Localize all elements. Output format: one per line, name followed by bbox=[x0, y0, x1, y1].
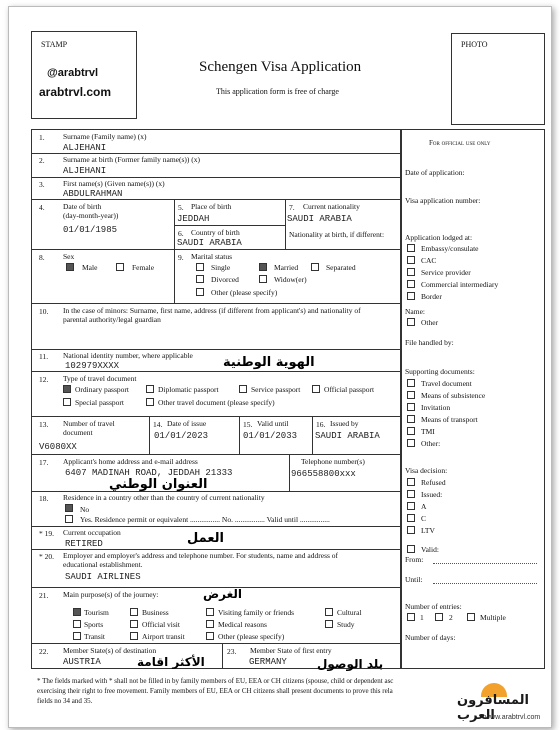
valid-until-official-label: Until: bbox=[405, 575, 423, 584]
separated-label: Separated bbox=[326, 263, 356, 272]
supporting-option-label-2: Invitation bbox=[421, 403, 451, 412]
decision-option-label-1: Issued: bbox=[421, 490, 443, 499]
surname-value[interactable]: ALJEHANI bbox=[63, 143, 107, 153]
travel-doc-number-label: Number of travel bbox=[63, 419, 115, 428]
divorced-label: Divorced bbox=[211, 275, 239, 284]
purpose-cultural-checkbox[interactable] bbox=[325, 608, 333, 616]
supporting-option-label-3: Means of transport bbox=[421, 415, 478, 424]
country-of-birth-value[interactable]: SAUDI ARABIA bbox=[177, 238, 242, 248]
travel-doc-number-label-2: document bbox=[63, 428, 93, 437]
diplomatic-passport-label: Diplomatic passport bbox=[158, 385, 219, 394]
lodged-option-checkbox-0[interactable] bbox=[407, 244, 415, 252]
surname-label: Surname (Family name) (x) bbox=[63, 132, 147, 141]
dob-value[interactable]: 01/01/1985 bbox=[63, 225, 118, 235]
first-name-label: First name(s) (Given name(s)) (x) bbox=[63, 179, 165, 188]
page-subtitle: This application form is free of charge bbox=[216, 87, 339, 96]
supporting-option-checkbox-4[interactable] bbox=[407, 427, 415, 435]
place-of-birth-value[interactable]: JEDDAH bbox=[177, 214, 210, 224]
journey-purpose-label: Main purpose(s) of the journey: bbox=[63, 590, 159, 599]
minors-guardian-label-2: parental authority/legal guardian bbox=[63, 315, 161, 324]
national-id-label: National identity number, where applicable bbox=[63, 351, 193, 360]
purpose-transit-checkbox[interactable] bbox=[73, 632, 81, 640]
decision-option-label-3: C bbox=[421, 514, 427, 523]
date-of-issue-value[interactable]: 01/01/2023 bbox=[154, 431, 209, 441]
decision-option-label-4: LTV bbox=[421, 526, 435, 535]
entries-2-checkbox[interactable] bbox=[435, 613, 443, 621]
purpose-medical-checkbox[interactable] bbox=[206, 620, 214, 628]
field-15-number: 15. bbox=[243, 420, 253, 429]
lodged-option-checkbox-1[interactable] bbox=[407, 256, 415, 264]
nationality-at-birth-label: Nationality at birth, if different: bbox=[289, 230, 385, 239]
employer-label: Employer and employer's address and telephone number. For students, name and address of bbox=[63, 551, 339, 560]
special-passport-label: Special passport bbox=[75, 398, 124, 407]
purpose-medical-label: Medical reasons bbox=[218, 620, 267, 629]
purpose-airport-checkbox[interactable] bbox=[130, 632, 138, 640]
field-7-number: 7. bbox=[289, 203, 295, 212]
occupation-value[interactable]: RETIRED bbox=[65, 539, 103, 549]
field-13-number: 13. bbox=[39, 420, 49, 429]
purpose-sports-label: Sports bbox=[84, 620, 104, 629]
purpose-business-checkbox[interactable] bbox=[130, 608, 138, 616]
official-other-checkbox[interactable] bbox=[407, 318, 415, 326]
valid-until-label: Valid until bbox=[257, 419, 289, 428]
field-21-number: 21. bbox=[39, 591, 49, 600]
watermark-site: arabtrvl.com bbox=[39, 85, 112, 99]
destination-label: Member State(s) of destination bbox=[63, 646, 157, 655]
field-10-number: 10. bbox=[39, 307, 49, 316]
lodged-option-label-0: Embassy/consulate bbox=[421, 244, 479, 253]
date-of-issue-label: Date of issue bbox=[167, 419, 207, 428]
footnote-line-1: * The fields marked with * shall not be filled in by family members of EU, EEA or CH citizens (spouse, child or dependent asc bbox=[37, 677, 394, 685]
field-22-number: 22. bbox=[39, 647, 49, 656]
marital-status-label: Marital status bbox=[191, 252, 233, 261]
occupation-label: Current occupation bbox=[63, 528, 121, 537]
purpose-tourism-checkbox[interactable] bbox=[73, 608, 81, 616]
decision-option-checkbox-1[interactable] bbox=[407, 490, 415, 498]
travel-doc-type-label: Type of travel document bbox=[63, 374, 137, 383]
stamp-label: STAMP bbox=[41, 40, 68, 49]
visa-application-number-label: Visa application number: bbox=[405, 196, 481, 205]
valid-from-label: From: bbox=[405, 555, 424, 564]
entries-1-checkbox[interactable] bbox=[407, 613, 415, 621]
residence-yes-label: Yes. Residence permit or equivalent ................ No. ................ Valid until ................ bbox=[80, 515, 330, 524]
entries-1-label: 1 bbox=[420, 613, 424, 622]
ordinary-passport-checkbox[interactable] bbox=[63, 385, 71, 393]
supporting-option-label-4: TMI bbox=[421, 427, 435, 436]
watermark-handle: @arabtrvl bbox=[47, 67, 99, 79]
diplomatic-passport-checkbox[interactable] bbox=[146, 385, 154, 393]
field-8-number: 8. bbox=[39, 253, 45, 262]
home-address-label: Applicant's home address and e-mail address bbox=[63, 457, 198, 466]
residence-no-label: No bbox=[80, 505, 90, 514]
service-passport-label: Service passport bbox=[251, 385, 301, 394]
marital-other-label: Other (please specify) bbox=[211, 288, 278, 297]
sex-female-label: Female bbox=[132, 263, 155, 272]
official-other-label: Other bbox=[421, 318, 439, 327]
residence-label: Residence in a country other than the country of current nationality bbox=[63, 493, 265, 502]
purpose-cultural-label: Cultural bbox=[337, 608, 362, 617]
decision-option-checkbox-2[interactable] bbox=[407, 502, 415, 510]
field-14-number: 14. bbox=[153, 420, 163, 429]
place-of-birth-label: Place of birth bbox=[191, 202, 232, 211]
footnote-line-2: exercising their right to free movement. Family members of EU, EEA or CH citizens shall present documents to prove this rela bbox=[37, 687, 393, 695]
decision-option-label-0: Refused bbox=[421, 478, 446, 487]
decision-option-checkbox-0[interactable] bbox=[407, 478, 415, 486]
purpose-study-label: Study bbox=[337, 620, 355, 629]
national-id-value[interactable]: 102979XXXX bbox=[65, 361, 120, 371]
entries-multiple-label: Multiple bbox=[480, 613, 506, 622]
field-20-number: * 20. bbox=[39, 552, 54, 561]
field-11-number: 11. bbox=[39, 352, 49, 361]
purpose-visiting-label: Visiting family or friends bbox=[218, 608, 294, 617]
divorced-checkbox[interactable] bbox=[196, 275, 204, 283]
lodged-option-label-1: CAC bbox=[421, 256, 437, 265]
purpose-sports-checkbox[interactable] bbox=[73, 620, 81, 628]
purpose-airport-label: Airport transit bbox=[142, 632, 185, 641]
purpose-other-label: Other (please specify) bbox=[218, 632, 285, 641]
official-name-label: Name: bbox=[405, 307, 425, 316]
travel-doc-number-value[interactable]: V6080XX bbox=[39, 442, 77, 452]
supporting-option-checkbox-1[interactable] bbox=[407, 391, 415, 399]
purpose-visiting-checkbox[interactable] bbox=[206, 608, 214, 616]
sex-male-checkbox[interactable] bbox=[66, 263, 74, 271]
purpose-business-label: Business bbox=[142, 608, 169, 617]
employer-value[interactable]: SAUDI AIRLINES bbox=[65, 572, 141, 582]
page-title: Schengen Visa Application bbox=[199, 59, 362, 75]
home-address-value[interactable]: 6407 MADINAH ROAD, JEDDAH 21333 bbox=[65, 468, 233, 478]
other-travel-doc-label: Other travel document (please specify) bbox=[158, 398, 275, 407]
field-12-number: 12. bbox=[39, 375, 49, 384]
decision-option-checkbox-3[interactable] bbox=[407, 514, 415, 522]
brand-site-arabic: المسافرون العرب bbox=[457, 693, 529, 723]
sex-label: Sex bbox=[63, 252, 75, 261]
decision-option-checkbox-4[interactable] bbox=[407, 526, 415, 534]
married-label: Married bbox=[274, 263, 299, 272]
widow-checkbox[interactable] bbox=[259, 275, 267, 283]
residence-yes-checkbox[interactable] bbox=[65, 515, 73, 523]
telephone-label: Telephone number(s) bbox=[301, 457, 365, 466]
field-4-number: 4. bbox=[39, 203, 45, 212]
dob-label: Date of birth bbox=[63, 202, 102, 211]
field-6-number: 6. bbox=[178, 229, 184, 238]
visa-application-form bbox=[8, 6, 552, 728]
purpose-study-checkbox[interactable] bbox=[325, 620, 333, 628]
supporting-option-checkbox-0[interactable] bbox=[407, 379, 415, 387]
date-of-application-label: Date of application: bbox=[405, 168, 465, 177]
field-19-number: * 19. bbox=[39, 529, 54, 538]
first-name-value[interactable]: ABDULRAHMAN bbox=[63, 189, 123, 199]
lodged-option-checkbox-3[interactable] bbox=[407, 280, 415, 288]
photo-label: PHOTO bbox=[461, 40, 488, 49]
official-passport-label: Official passport bbox=[324, 385, 375, 394]
separated-checkbox[interactable] bbox=[311, 263, 319, 271]
destination-value[interactable]: AUSTRIA bbox=[63, 657, 101, 667]
employer-label-2: educational establishment. bbox=[63, 560, 143, 569]
married-checkbox[interactable] bbox=[259, 263, 267, 271]
purpose-official-label: Official visit bbox=[142, 620, 180, 629]
special-passport-checkbox[interactable] bbox=[63, 398, 71, 406]
marital-other-checkbox[interactable] bbox=[196, 288, 204, 296]
valid-checkbox[interactable] bbox=[407, 545, 415, 553]
entries-multiple-checkbox[interactable] bbox=[467, 613, 475, 621]
supporting-option-label-5: Other: bbox=[421, 439, 441, 448]
lodged-option-label-4: Border bbox=[421, 292, 442, 301]
field-2-number: 2. bbox=[39, 156, 45, 165]
issued-by-value[interactable]: SAUDI ARABIA bbox=[315, 431, 380, 441]
valid-label: Valid: bbox=[421, 545, 439, 554]
sex-male-label: Male bbox=[82, 263, 98, 272]
lodged-option-checkbox-2[interactable] bbox=[407, 268, 415, 276]
supporting-option-label-1: Means of subsistence bbox=[421, 391, 486, 400]
issued-by-label: Issued by bbox=[330, 419, 359, 428]
valid-until-value[interactable]: 01/01/2033 bbox=[243, 431, 298, 441]
minors-guardian-label: In the case of minors: Surname, first name, address (if different from applicant's) and nationality of bbox=[63, 306, 361, 315]
single-checkbox[interactable] bbox=[196, 263, 204, 271]
lodged-option-label-2: Service provider bbox=[421, 268, 471, 277]
widow-label: Widow(er) bbox=[274, 275, 307, 284]
field-3-number: 3. bbox=[39, 180, 45, 189]
national-id-arabic-note: الهوية الوطنية bbox=[223, 355, 315, 370]
occupation-arabic-note: العمل bbox=[187, 531, 224, 546]
field-18-number: 18. bbox=[39, 494, 49, 503]
current-nationality-value[interactable]: SAUDI ARABIA bbox=[287, 214, 352, 224]
current-nationality-label: Current nationality bbox=[303, 202, 360, 211]
visa-decision-label: Visa decision: bbox=[405, 466, 448, 475]
telephone-value[interactable]: 966558800xxx bbox=[291, 469, 356, 479]
purpose-tourism-label: Tourism bbox=[84, 608, 109, 617]
other-travel-doc-checkbox[interactable] bbox=[146, 398, 154, 406]
official-passport-checkbox[interactable] bbox=[312, 385, 320, 393]
field-5-number: 5. bbox=[178, 203, 184, 212]
brand-site-url: www.arabtrvl.com bbox=[485, 714, 541, 721]
field-9-number: 9. bbox=[178, 253, 184, 262]
field-1-number: 1. bbox=[39, 133, 45, 142]
footnote-line-3: fields no 34 and 35. bbox=[37, 697, 93, 705]
field-23-number: 23. bbox=[227, 647, 237, 656]
sex-female-checkbox[interactable] bbox=[116, 263, 124, 271]
official-use-header: For official use only bbox=[429, 139, 491, 147]
service-passport-checkbox[interactable] bbox=[239, 385, 247, 393]
journey-purpose-arabic-note: الغرض bbox=[203, 587, 242, 601]
field-17-number: 17. bbox=[39, 458, 49, 467]
supporting-option-checkbox-3[interactable] bbox=[407, 415, 415, 423]
first-entry-value[interactable]: GERMANY bbox=[249, 657, 287, 667]
destination-arabic-note: الأكثر اقامة bbox=[137, 655, 205, 669]
decision-option-label-2: A bbox=[421, 502, 427, 511]
purpose-official-checkbox[interactable] bbox=[130, 620, 138, 628]
file-handled-label: File handled by: bbox=[405, 338, 454, 347]
purpose-other-checkbox[interactable] bbox=[206, 632, 214, 640]
supporting-option-label-0: Travel document bbox=[421, 379, 472, 388]
single-label: Single bbox=[211, 263, 231, 272]
purpose-transit-label: Transit bbox=[84, 632, 105, 641]
lodged-option-label-3: Commercial intermediary bbox=[421, 280, 499, 289]
field-16-number: 16. bbox=[316, 420, 326, 429]
country-of-birth-label: Country of birth bbox=[191, 228, 240, 237]
home-address-arabic-note: العنوان الوطني bbox=[109, 477, 208, 492]
surname-at-birth-value[interactable]: ALJEHANI bbox=[63, 166, 107, 176]
lodged-option-checkbox-4[interactable] bbox=[407, 292, 415, 300]
supporting-documents-label: Supporting documents: bbox=[405, 367, 475, 376]
entries-2-label: 2 bbox=[449, 613, 453, 622]
first-entry-arabic-note: بلد الوصول bbox=[317, 657, 384, 671]
surname-at-birth-label: Surname at birth (Former family name(s)) (x) bbox=[63, 155, 201, 164]
application-lodged-label: Application lodged at: bbox=[405, 233, 473, 242]
number-of-entries-label: Number of entries: bbox=[405, 602, 462, 611]
residence-no-checkbox[interactable] bbox=[65, 504, 73, 512]
first-entry-label: Member State of first entry bbox=[250, 646, 332, 655]
supporting-option-checkbox-2[interactable] bbox=[407, 403, 415, 411]
supporting-option-checkbox-5[interactable] bbox=[407, 439, 415, 447]
dob-format-label: (day-month-year)) bbox=[63, 211, 119, 220]
ordinary-passport-label: Ordinary passport bbox=[75, 385, 129, 394]
number-of-days-label: Number of days: bbox=[405, 633, 456, 642]
